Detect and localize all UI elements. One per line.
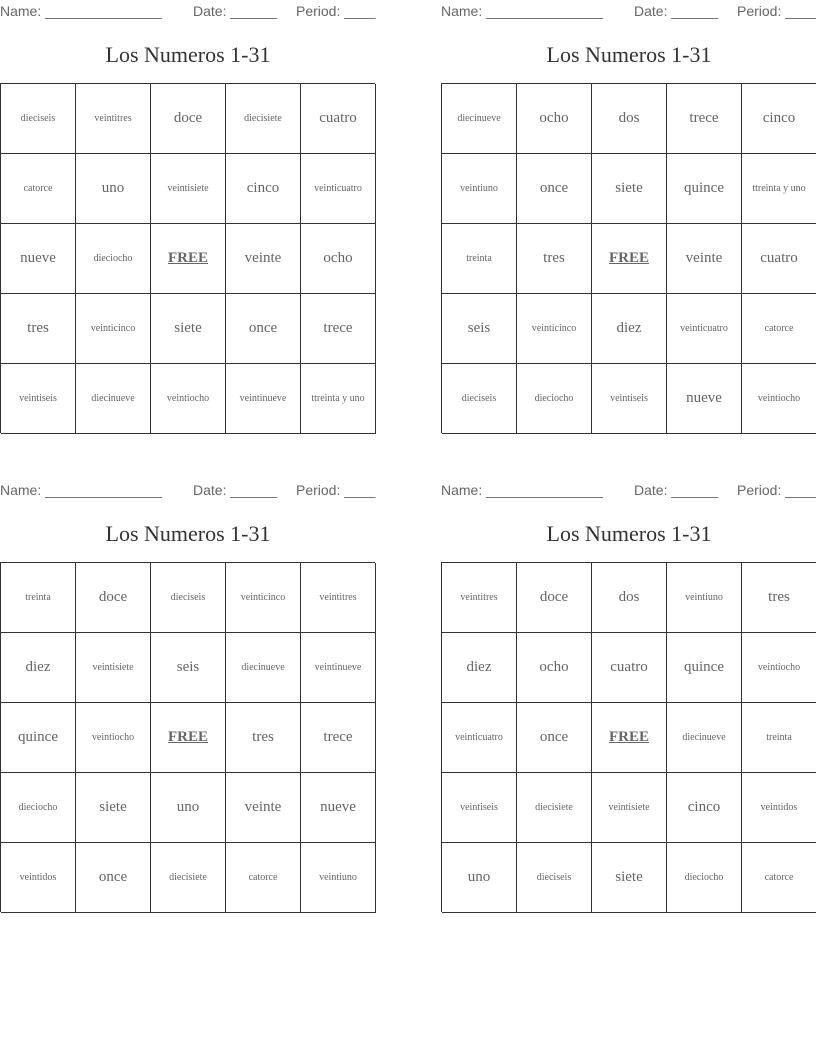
bingo-cell: diez [592, 294, 667, 364]
bingo-cell: siete [76, 773, 151, 843]
name-label: Name: _______________ [0, 482, 162, 498]
bingo-cell: doce [76, 563, 151, 633]
bingo-cell: diez [1, 633, 76, 703]
bingo-cell: veinte [667, 224, 742, 294]
bingo-cell: veintiseis [592, 364, 667, 434]
bingo-cell: catorce [742, 294, 816, 364]
student-info-line [441, 482, 816, 498]
bingo-cell: treinta [442, 224, 517, 294]
bingo-cell: nueve [667, 364, 742, 434]
bingo-cell: veintinueve [301, 633, 376, 703]
bingo-card [0, 479, 376, 919]
bingo-cell: cinco [667, 773, 742, 843]
student-info-line [0, 482, 376, 498]
bingo-cell: dieciocho [76, 224, 151, 294]
bingo-cell: doce [151, 84, 226, 154]
bingo-cell: diez [442, 633, 517, 703]
bingo-cell: ocho [517, 84, 592, 154]
bingo-cell: trece [301, 294, 376, 364]
bingo-cell: cinco [226, 154, 301, 224]
bingo-cell: dos [592, 84, 667, 154]
bingo-cell: quince [667, 633, 742, 703]
bingo-cell: once [226, 294, 301, 364]
bingo-cell: veinticuatro [667, 294, 742, 364]
card-title: Los Numeros 1-31 [546, 42, 712, 67]
bingo-cell: catorce [742, 843, 816, 913]
bingo-cell: quince [667, 154, 742, 224]
bingo-cell: once [517, 154, 592, 224]
bingo-cell: once [76, 843, 151, 913]
period-label: Period: ____ [296, 3, 376, 19]
bingo-cell: veinte [226, 224, 301, 294]
bingo-grid [0, 562, 375, 912]
bingo-cell: trece [301, 703, 376, 773]
bingo-cell: veintiocho [742, 633, 816, 703]
bingo-cell: veinticinco [517, 294, 592, 364]
bingo-cell: uno [442, 843, 517, 913]
bingo-cell: uno [151, 773, 226, 843]
bingo-cell: veinticuatro [301, 154, 376, 224]
bingo-cell: veintisiete [76, 633, 151, 703]
bingo-cell: catorce [1, 154, 76, 224]
bingo-cell: veinticinco [226, 563, 301, 633]
bingo-cell: diecinueve [226, 633, 301, 703]
bingo-cell: siete [592, 843, 667, 913]
bingo-cell: veinticinco [76, 294, 151, 364]
bingo-grid [441, 562, 816, 912]
bingo-cell: veintitres [301, 563, 376, 633]
bingo-cell: diecinueve [442, 84, 517, 154]
bingo-cell: nueve [301, 773, 376, 843]
bingo-cell: siete [151, 294, 226, 364]
free-space: FREE [592, 224, 667, 294]
student-info-line [441, 3, 816, 19]
bingo-cell: nueve [1, 224, 76, 294]
bingo-cell: veintisiete [151, 154, 226, 224]
bingo-cell: veintiocho [151, 364, 226, 434]
name-label: Name: _______________ [0, 3, 162, 19]
card-title: Los Numeros 1-31 [546, 521, 712, 546]
bingo-cell: veintiseis [1, 364, 76, 434]
card-title: Los Numeros 1-31 [105, 521, 271, 546]
bingo-cell: veintiuno [667, 563, 742, 633]
bingo-cell: quince [1, 703, 76, 773]
bingo-cell: doce [517, 563, 592, 633]
bingo-cell: veinte [226, 773, 301, 843]
bingo-cell: dieciseis [442, 364, 517, 434]
bingo-cell: ocho [301, 224, 376, 294]
period-label: Period: ____ [296, 482, 376, 498]
bingo-cell: veintiuno [301, 843, 376, 913]
free-space: FREE [151, 703, 226, 773]
free-space: FREE [592, 703, 667, 773]
bingo-cell: seis [151, 633, 226, 703]
bingo-cell: tres [226, 703, 301, 773]
bingo-cell: veintisiete [592, 773, 667, 843]
bingo-cell: uno [76, 154, 151, 224]
bingo-cell: diecisiete [517, 773, 592, 843]
bingo-cell: cuatro [301, 84, 376, 154]
bingo-cell: once [517, 703, 592, 773]
free-space: FREE [151, 224, 226, 294]
bingo-cell: veintinueve [226, 364, 301, 434]
bingo-cell: veintiseis [442, 773, 517, 843]
bingo-cell: diecinueve [76, 364, 151, 434]
bingo-cell: cuatro [592, 633, 667, 703]
period-label: Period: ____ [737, 3, 816, 19]
bingo-cell: tres [1, 294, 76, 364]
bingo-card [0, 0, 376, 440]
period-label: Period: ____ [737, 482, 816, 498]
bingo-cell: diecisiete [151, 843, 226, 913]
bingo-cell: veinticuatro [442, 703, 517, 773]
bingo-cell: tres [742, 563, 816, 633]
bingo-cell: tres [517, 224, 592, 294]
date-label: Date: ______ [634, 3, 719, 19]
bingo-cell: veintidos [742, 773, 816, 843]
bingo-grid [0, 83, 375, 433]
bingo-cell: ttreinta y uno [301, 364, 376, 434]
bingo-cell: cinco [742, 84, 816, 154]
bingo-cell: dieciocho [517, 364, 592, 434]
bingo-cell: seis [442, 294, 517, 364]
bingo-cell: veintiuno [442, 154, 517, 224]
bingo-cell: ttreinta y uno [742, 154, 816, 224]
bingo-cell: catorce [226, 843, 301, 913]
bingo-cell: diecisiete [226, 84, 301, 154]
name-label: Name: _______________ [441, 3, 603, 19]
date-label: Date: ______ [193, 482, 278, 498]
bingo-cell: treinta [742, 703, 816, 773]
bingo-cell: diecinueve [667, 703, 742, 773]
bingo-cell: ocho [517, 633, 592, 703]
bingo-cell: dieciocho [667, 843, 742, 913]
bingo-grid [441, 83, 816, 433]
bingo-cell: dieciseis [517, 843, 592, 913]
student-info-line [0, 3, 376, 19]
bingo-cell: siete [592, 154, 667, 224]
bingo-cell: veintiocho [76, 703, 151, 773]
bingo-cell: trece [667, 84, 742, 154]
bingo-cell: dieciocho [1, 773, 76, 843]
date-label: Date: ______ [634, 482, 719, 498]
bingo-cell: veintiocho [742, 364, 816, 434]
bingo-card [441, 0, 816, 440]
bingo-cell: veintitres [442, 563, 517, 633]
bingo-cell: dieciseis [151, 563, 226, 633]
bingo-cell: cuatro [742, 224, 816, 294]
bingo-card [441, 479, 816, 919]
bingo-cell: dieciseis [1, 84, 76, 154]
name-label: Name: _______________ [441, 482, 603, 498]
card-title: Los Numeros 1-31 [105, 42, 271, 67]
bingo-cell: veintidos [1, 843, 76, 913]
bingo-cell: dos [592, 563, 667, 633]
bingo-cell: treinta [1, 563, 76, 633]
bingo-cell: veintitres [76, 84, 151, 154]
date-label: Date: ______ [193, 3, 278, 19]
